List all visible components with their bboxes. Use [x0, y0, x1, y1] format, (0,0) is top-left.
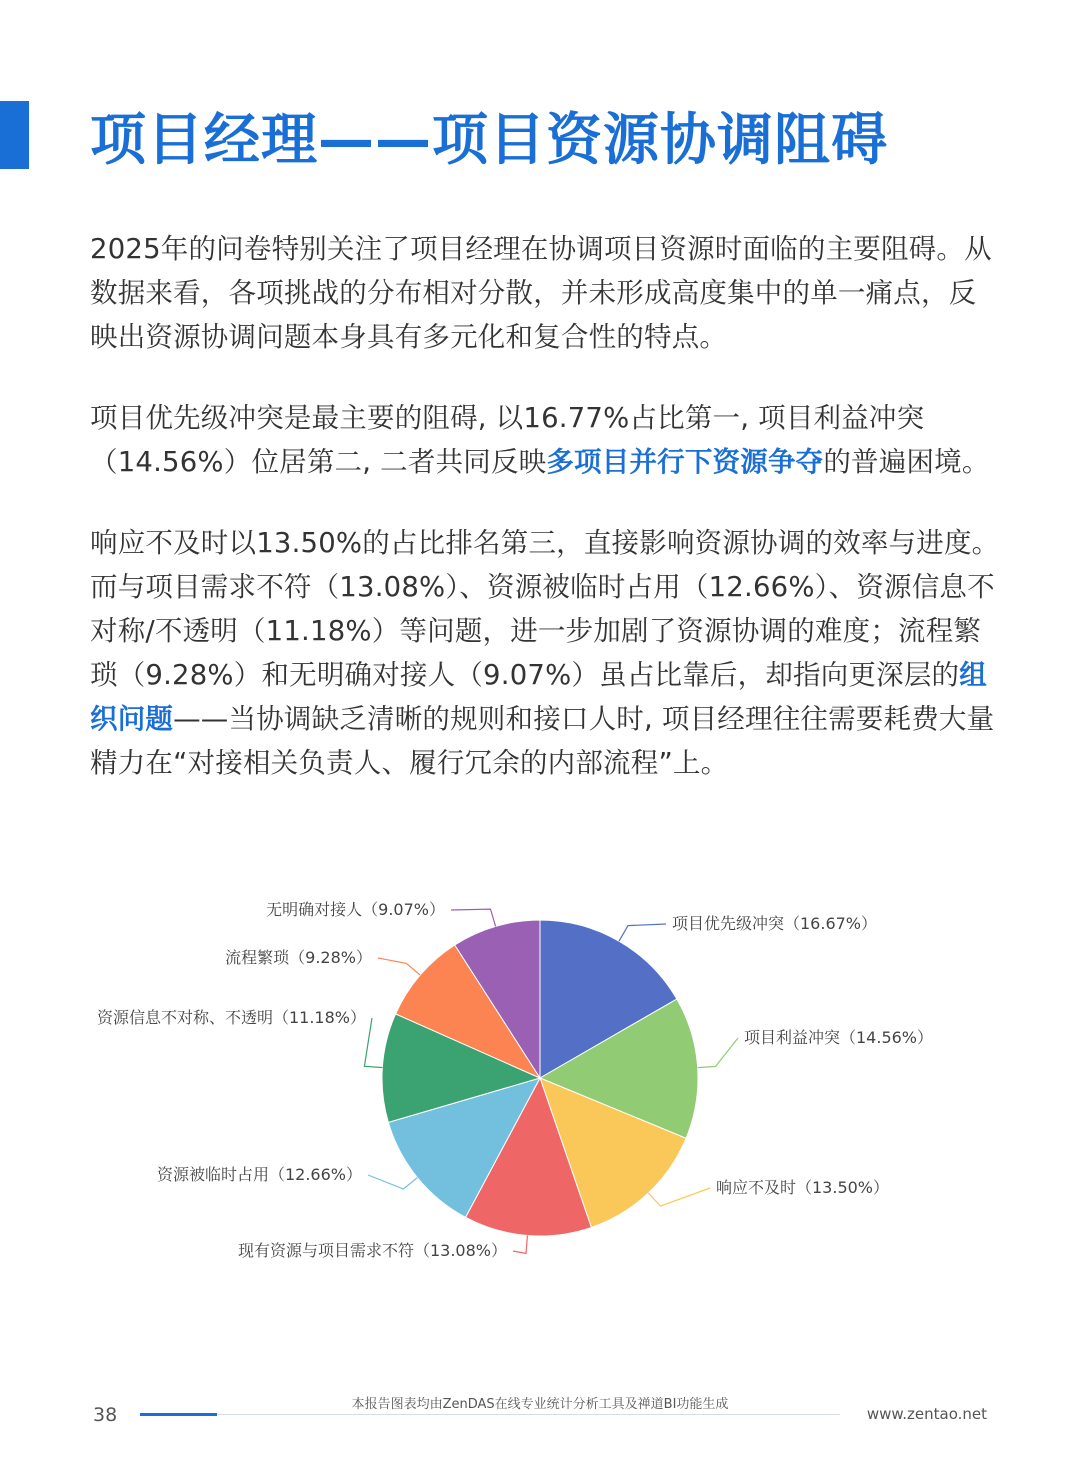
paragraph-text: ——当协调缺乏清晰的规则和接口人时, 项目经理往往需要耗费大量精力在“对接相关负责人、履行冗余的内部流程”上。: [90, 703, 995, 779]
slice-label-1: 项目优先级冲突（16.67%）: [672, 914, 878, 933]
slice-label-6: 资源信息不对称、不透明（11.18%）: [96, 1008, 366, 1027]
title-accent-bar: [0, 101, 29, 169]
highlight-organization-issue: 组织问题: [90, 659, 987, 735]
slice-label-7: 流程繁琐（9.28%）: [225, 948, 372, 967]
leader-line-5: [368, 1175, 417, 1189]
page-number: 38: [93, 1404, 118, 1426]
leader-line-6: [364, 1018, 382, 1068]
leader-line-7: [378, 958, 420, 975]
leader-line-4: [513, 1236, 527, 1254]
slice-label-8: 无明确对接人（9.07%）: [266, 900, 445, 919]
website-link[interactable]: www.zentao.net: [866, 1405, 987, 1423]
paragraph-text: 的普遍困境。: [823, 446, 990, 478]
obstacles-pie-chart: [0, 880, 1080, 1300]
footer-divider-accent: [140, 1413, 217, 1416]
leader-line-3: [648, 1188, 710, 1206]
slice-label-4: 现有资源与项目需求不符（13.08%）: [237, 1241, 507, 1260]
footer-divider: [140, 1414, 840, 1415]
footer-note: 本报告图表均由ZenDAS在线专业统计分析工具及禅道BI功能生成: [351, 1397, 729, 1412]
slice-label-2: 项目利益冲突（14.56%）: [744, 1028, 934, 1047]
slice-label-5: 资源被临时占用（12.66%）: [156, 1165, 362, 1184]
leader-line-1: [619, 924, 666, 941]
paragraph-top-obstacles: [90, 396, 1000, 484]
leader-line-2: [698, 1038, 738, 1068]
paragraph-other-obstacles: [90, 521, 1000, 785]
slice-label-3: 响应不及时（13.50%）: [716, 1178, 890, 1197]
page-title: 项目经理——项目资源协调阻碍: [90, 108, 888, 173]
paragraph-intro: 2025年的问卷特别关注了项目经理在协调项目资源时面临的主要阻碍。从数据来看，各项挑战的分布相对分散，并未形成高度集中的单一痛点，反映出资源协调问题本身具有多元化和复合性的特点。: [90, 233, 992, 353]
highlight-resource-competition: 多项目并行下资源争夺: [546, 446, 824, 478]
paragraph-text: 项目优先级冲突是最主要的阻碍, 以16.77%占比第一, 项目利益冲突（14.56%）位居第二, 二者共同反映: [90, 402, 925, 478]
paragraph-text: 响应不及时以13.50%的占比排名第三，直接影响资源协调的效率与进度。而与项目需求不符（13.08%）、资源被临时占用（12.66%）、资源信息不对称/不透明（11.18%）等问题，进一步加剧了资源协调的难度；流程繁琐（9.28%）和无明确对接人（9.07%）虽占比靠后，却指向更深层的: [90, 527, 1000, 691]
leader-line-8: [451, 909, 496, 926]
